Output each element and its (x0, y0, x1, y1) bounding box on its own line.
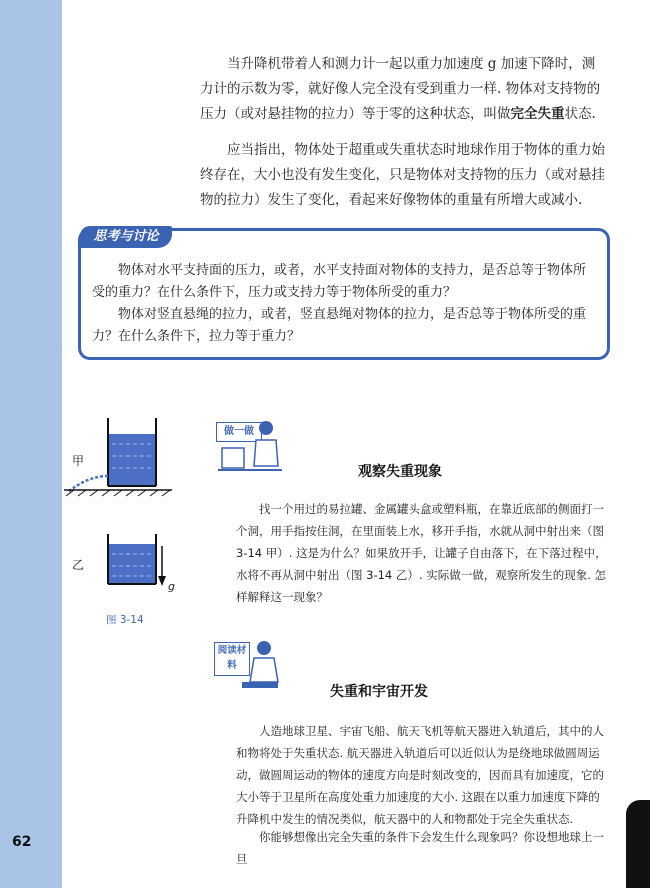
section-title-space-development: 失重和宇宙开发 (330, 684, 428, 700)
paragraph-text-end: 状态. (564, 106, 596, 122)
activity-icon (212, 414, 288, 478)
figure-label-b: 乙 (72, 558, 85, 572)
reading-icon-label: 阅读材料 (214, 642, 250, 676)
section-title-observe-weightlessness: 观察失重现象 (358, 464, 442, 480)
gravity-arrow-icon (158, 546, 166, 586)
discussion-tab: 思考与讨论 (80, 226, 172, 248)
figure-label-a: 甲 (72, 454, 85, 468)
left-margin-band (0, 0, 62, 888)
paragraph-gravity-remains: 应当指出，物体处于超重或失重状态时地球作用于物体的重力始终存在，大小也没有发生变化，只是物体对支持物的压力（或对悬挂物的拉力）发生了变化，看起来好像物体的重量有所增大或减小. (200, 142, 605, 208)
section-space-text-2: 你能够想像出完全失重的条件下会发生什么现象吗？你设想地球上一旦 (236, 830, 604, 866)
discussion-question-1: 物体对水平支持面的压力，或者，水平支持面对物体的支持力，是否总等于物体所受的重力？在什么条件下，压力或支持力等于物体所受的重力？ (92, 263, 587, 300)
gravity-label: g (168, 580, 175, 593)
container-b-illustration (108, 534, 156, 584)
page-edge-shadow (626, 800, 650, 888)
discussion-question-2: 物体对竖直悬绳的拉力，或者，竖直悬绳对物体的拉力，是否总等于物体所受的重力？在什么条件下，拉力等于重力？ (92, 307, 587, 344)
key-term: 完全失重 (510, 106, 565, 122)
reading-icon (212, 638, 288, 694)
paragraph-text: 当升降机带着人和测力计一起以重力加速度 g 加速下降时，测力计的示数为零，就好像人完全没有受到重力一样. 物体对支持物的压力（或对悬挂物的拉力）等于零的这种状态，叫做 (200, 56, 601, 122)
activity-icon-label: 做一做 (216, 422, 262, 442)
person-illustration (212, 414, 288, 478)
section-observe-text: 找一个用过的易拉罐、金属罐头盒或塑料瓶，在靠近底部的侧面打一个洞，用手指按住洞，在里面装上水，移开手指，水就从洞中射出来（图 3-14 甲）. 这是为什么？如果放开手，让罐子自由落下，在下落过程中，水将不再从洞中射出（图 3-14 乙）. 实际做一做，观察所发生的现象. 怎样解释这一现象？ (236, 502, 607, 604)
section-space-text-1: 人造地球卫星、宇宙飞船、航天飞机等航天器进入轨道后，其中的人和物将处于失重状态. 航天器进入轨道后可以近似认为是绕地球做圆周运动，做圆周运动的物体的速度方向是时刻改变的，因而具有加速度，它的大小等于卫星所在高度处重力加速度的大小. 这跟在以重力加速度下降的升降机中发生的情况类似，航天器中的人和物都处于完全失重状态. (236, 724, 604, 826)
paragraph-complete-weightlessness (200, 52, 605, 127)
page-number: 62 (12, 834, 32, 850)
figure-caption: 图 3-14 (106, 614, 144, 626)
reader-illustration (212, 638, 288, 694)
